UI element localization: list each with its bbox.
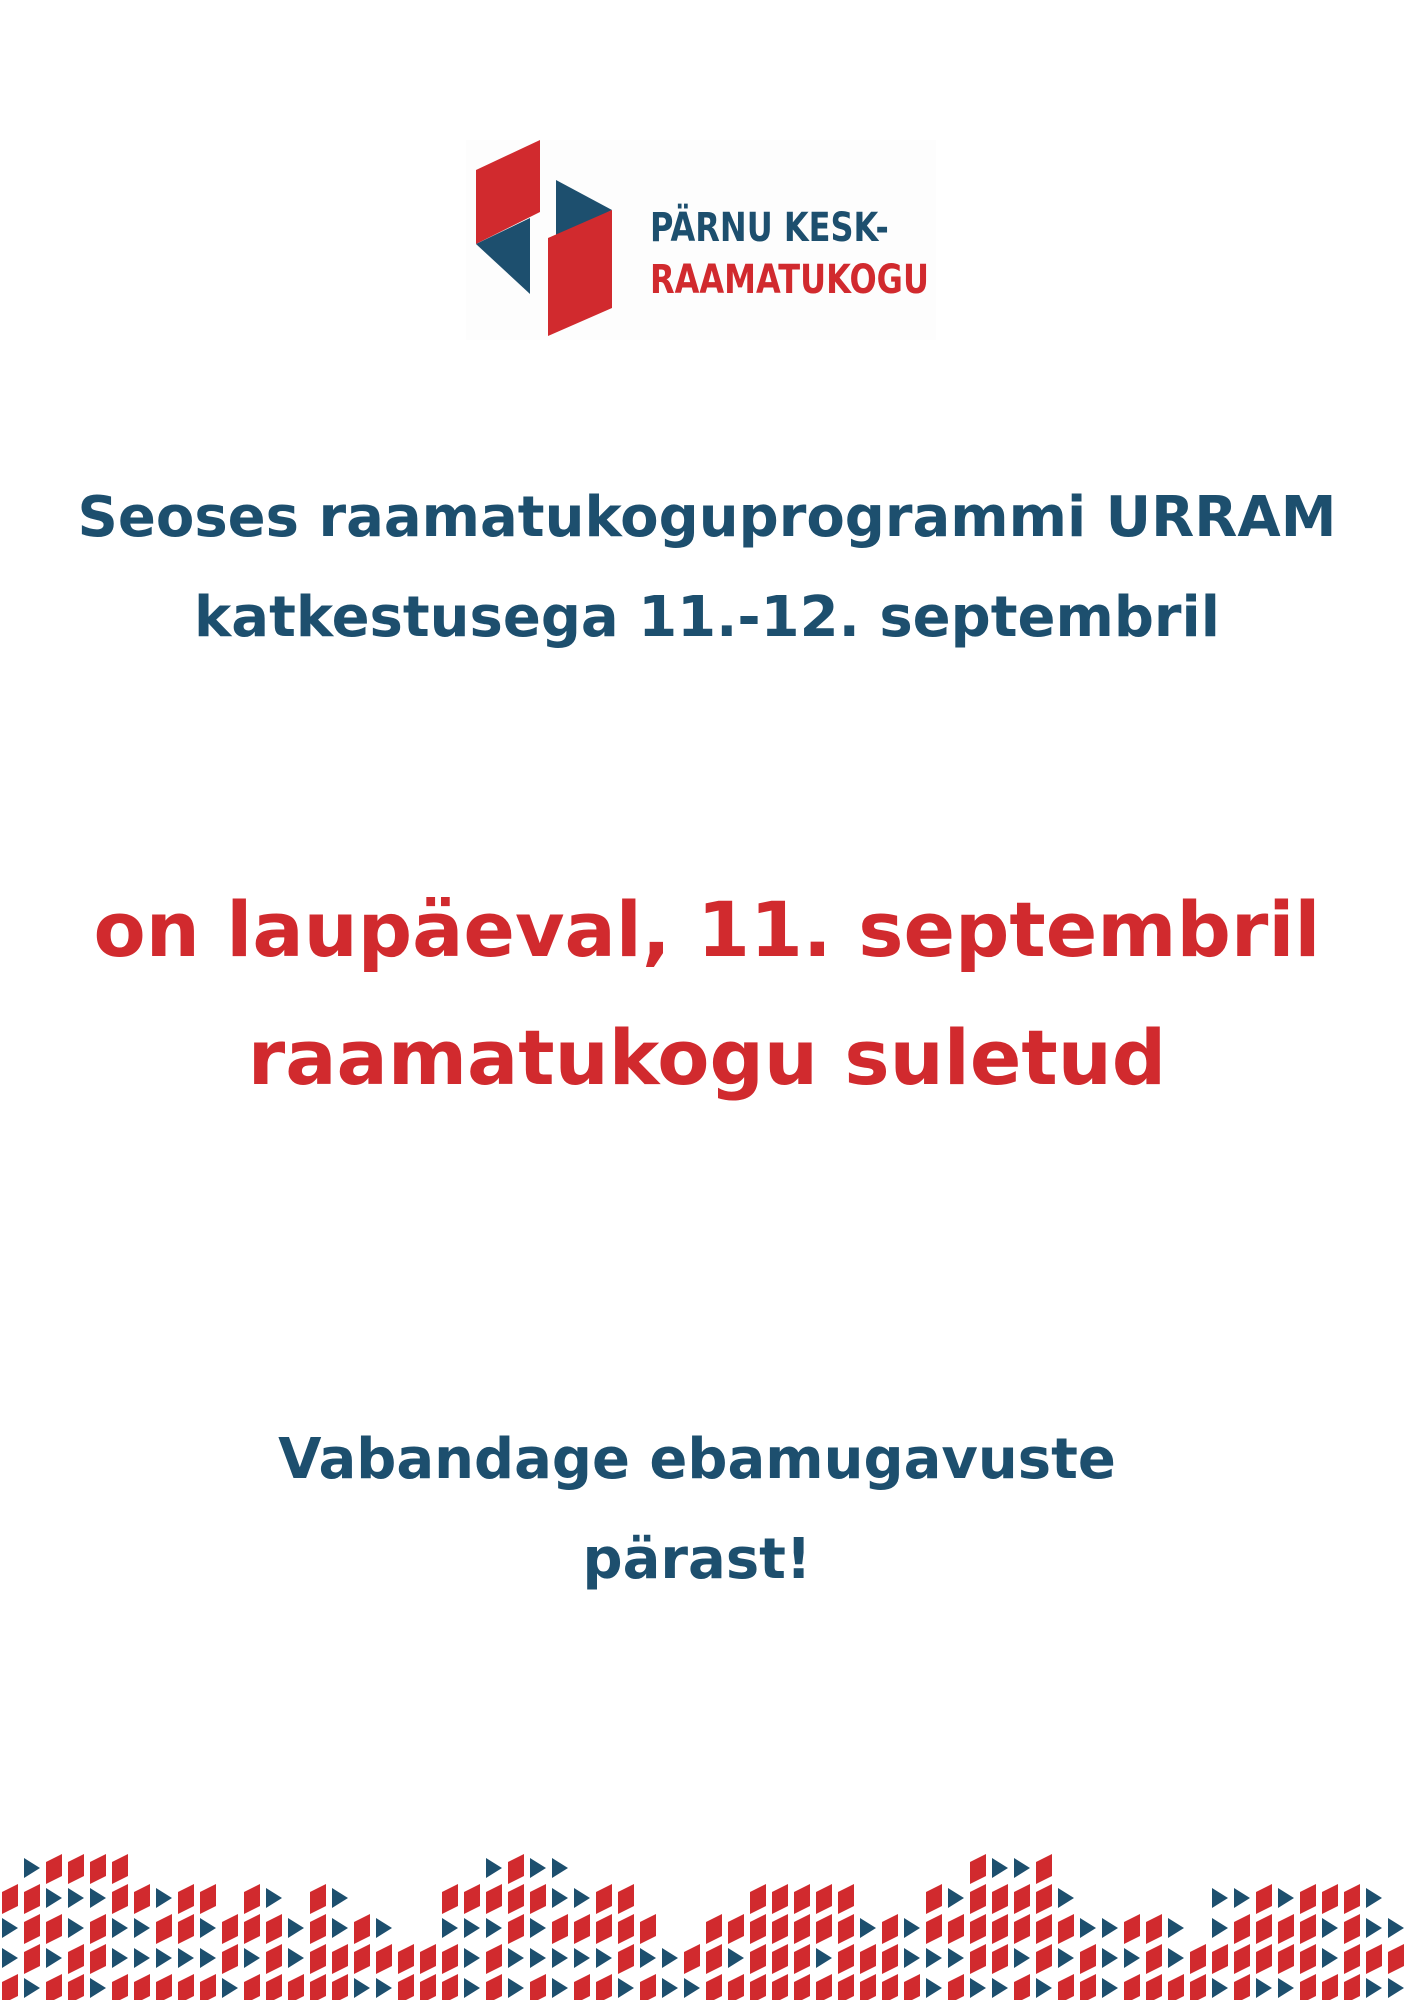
footer-red-block [1256,1884,1272,1914]
footer-navy-triangle [530,1918,546,1938]
footer-navy-triangle [1388,1918,1404,1938]
footer-red-block [68,1944,84,1974]
footer-red-block [816,1914,832,1944]
footer-red-block [1036,1944,1052,1974]
footer-red-block [1344,1914,1360,1944]
footer-red-block [750,1944,766,1974]
footer-red-block [420,1974,436,2000]
footer-navy-triangle [200,1918,216,1938]
headline-line-1: on laupäeval, 11. septembril [93,885,1321,974]
footer-navy-triangle [948,1888,964,1908]
footer-red-block [926,1884,942,1914]
footer-navy-triangle [354,1978,370,1998]
footer-red-block [860,1944,876,1974]
footer-red-block [46,1974,62,2000]
footer-navy-triangle [222,1978,238,1998]
footer-red-block [266,1974,282,2000]
footer-navy-triangle [1234,1888,1250,1908]
footer-red-block [1322,1974,1338,2000]
footer-red-block [992,1944,1008,1974]
footer-red-block [1344,1944,1360,1974]
footer-red-block [2,1884,18,1914]
footer-navy-triangle [46,1948,62,1968]
footer-navy-triangle [464,1918,480,1938]
footer-navy-triangle [1102,1948,1118,1968]
footer-red-block [618,1944,634,1974]
footer-red-block [24,1884,40,1914]
footer-red-block [1058,1974,1074,2000]
intro-text [0,468,1414,668]
footer-navy-triangle [486,1918,502,1938]
footer-red-block [1014,1914,1030,1944]
footer-red-block [926,1914,942,1944]
footer-red-block [596,1974,612,2000]
footer-navy-triangle [134,1948,150,1968]
footer-navy-triangle [156,1888,172,1908]
footer-navy-triangle [332,1888,348,1908]
footer-navy-triangle [1212,1978,1228,1998]
footer-navy-triangle [728,1948,744,1968]
footer-red-block [1146,1974,1162,2000]
footer-red-block [178,1884,194,1914]
footer-red-block [706,1914,722,1944]
footer-navy-triangle [926,1978,942,1998]
footer-red-block [882,1914,898,1944]
footer-red-block [1234,1974,1250,2000]
footer-red-block [794,1974,810,2000]
footer-red-block [970,1884,986,1914]
footer-red-block [134,1974,150,2000]
footer-red-block [442,1884,458,1914]
footer-navy-triangle [552,1888,568,1908]
footer-red-block [794,1944,810,1974]
footer-red-block [1168,1974,1184,2000]
footer-navy-triangle [508,1978,524,1998]
logo-line-2: RAAMATUKOGU [650,257,929,303]
footer-red-block [772,1944,788,1974]
footer-red-block [310,1944,326,1974]
footer-navy-triangle [1212,1918,1228,1938]
footer-red-block [640,1914,656,1944]
footer-red-block [750,1974,766,2000]
footer-red-block [640,1974,656,2000]
footer-navy-triangle [486,1858,502,1878]
footer-red-block [442,1944,458,1974]
footer-red-block [530,1884,546,1914]
footer-navy-triangle [1102,1978,1118,1998]
footer-red-block [376,1944,392,1974]
footer-red-block [750,1884,766,1914]
footer-red-block [178,1974,194,2000]
footer-red-block [1124,1974,1140,2000]
footer-red-block [1080,1974,1096,2000]
footer-navy-triangle [684,1978,700,1998]
footer-red-block [486,1884,502,1914]
footer-navy-triangle [2,1918,18,1938]
footer-red-block [816,1884,832,1914]
footer-red-block [706,1944,722,1974]
footer-red-block [1146,1914,1162,1944]
footer-red-block [266,1944,282,1974]
footer-red-block [24,1944,40,1974]
footer-red-block [266,1914,282,1944]
footer-navy-triangle [332,1918,348,1938]
decorative-footer-pattern [0,1840,1414,2000]
library-logo [466,140,936,340]
logo-red-upper-block [476,140,540,244]
footer-red-block [1234,1914,1250,1944]
apology-line-1: Vabandage ebamugavuste [278,1427,1116,1492]
footer-red-block [442,1974,458,2000]
footer-red-block [1146,1944,1162,1974]
footer-navy-triangle [1168,1918,1184,1938]
footer-navy-triangle [1124,1948,1140,1968]
footer-navy-triangle [1278,1888,1294,1908]
footer-red-block [1190,1944,1206,1974]
footer-red-block [24,1914,40,1944]
footer-red-block [794,1884,810,1914]
footer-navy-triangle [156,1948,172,1968]
headline-line-2: raamatukogu suletud [247,1013,1167,1102]
footer-red-block [728,1974,744,2000]
footer-red-block [508,1884,524,1914]
footer-navy-triangle [1058,1948,1074,1968]
footer-navy-triangle [552,1978,568,1998]
footer-red-block [970,1914,986,1944]
footer-red-block [1190,1974,1206,2000]
footer-red-block [288,1974,304,2000]
footer-red-block [332,1944,348,1974]
footer-red-block [486,1974,502,2000]
footer-navy-triangle [112,1918,128,1938]
footer-red-block [508,1914,524,1944]
footer-red-block [1278,1944,1294,1974]
footer-navy-triangle [948,1948,964,1968]
footer-red-block [178,1914,194,1944]
footer-red-block [310,1914,326,1944]
footer-red-block [882,1944,898,1974]
footer-navy-triangle [1014,1858,1030,1878]
footer-red-block [1014,1974,1030,2000]
footer-red-block [530,1974,546,2000]
footer-navy-triangle [24,1858,40,1878]
footer-red-block [68,1854,84,1884]
footer-red-block [112,1974,128,2000]
footer-red-block [244,1884,260,1914]
footer-red-block [838,1944,854,1974]
footer-navy-triangle [244,1948,260,1968]
footer-red-block [46,1914,62,1944]
footer-red-block [156,1914,172,1944]
footer-navy-triangle [2,1948,18,1968]
footer-red-block [750,1914,766,1944]
footer-red-block [992,1884,1008,1914]
footer-red-block [772,1914,788,1944]
footer-red-block [244,1974,260,2000]
footer-navy-triangle [552,1858,568,1878]
footer-red-block [838,1974,854,2000]
footer-red-block [112,1884,128,1914]
footer-red-block [618,1884,634,1914]
footer-red-block [728,1914,744,1944]
footer-red-block [772,1884,788,1914]
footer-red-block [222,1914,238,1944]
footer-navy-triangle [992,1978,1008,1998]
footer-red-block [398,1944,414,1974]
footer-navy-triangle [1256,1978,1272,1998]
footer-red-block [1256,1914,1272,1944]
footer-red-block [1212,1944,1228,1974]
apology-line-2: pärast! [582,1527,812,1592]
footer-navy-triangle [442,1918,458,1938]
library-logo-mark [466,140,626,340]
footer-navy-triangle [552,1948,568,1968]
footer-red-block [1036,1884,1052,1914]
apology-text [0,1410,1404,1610]
footer-navy-triangle [1058,1888,1074,1908]
footer-red-block [332,1974,348,2000]
footer-red-block [970,1944,986,1974]
footer-navy-triangle [904,1918,920,1938]
footer-navy-triangle [464,1978,480,1998]
footer-red-block [1344,1884,1360,1914]
footer-red-block [1036,1914,1052,1944]
footer-red-block [1014,1884,1030,1914]
footer-navy-triangle [1212,1888,1228,1908]
footer-red-block [244,1914,260,1944]
footer-navy-triangle [662,1948,678,1968]
footer-navy-triangle [1102,1918,1118,1938]
footer-red-block [420,1944,436,1974]
footer-red-block [574,1974,590,2000]
footer-navy-triangle [508,1948,524,1968]
footer-navy-triangle [68,1918,84,1938]
footer-navy-triangle [574,1888,590,1908]
footer-red-block [1256,1944,1272,1974]
footer-red-block [552,1914,568,1944]
footer-navy-triangle [288,1918,304,1938]
footer-red-block [1300,1914,1316,1944]
footer-red-block [310,1884,326,1914]
footer-red-block [486,1944,502,1974]
footer-red-block [574,1914,590,1944]
footer-navy-triangle [1366,1918,1382,1938]
footer-red-block [1278,1914,1294,1944]
footer-red-block [882,1974,898,2000]
footer-navy-triangle [134,1918,150,1938]
footer-red-block [1300,1974,1316,2000]
footer-navy-triangle [90,1978,106,1998]
footer-red-block [200,1974,216,2000]
footer-red-block [860,1974,876,2000]
footer-navy-triangle [662,1978,678,1998]
footer-red-block [134,1884,150,1914]
footer-red-block [816,1974,832,2000]
footer-navy-triangle [1322,1948,1338,1968]
footer-red-block [46,1854,62,1884]
footer-red-block [948,1974,964,2000]
footer-navy-triangle [618,1978,634,1998]
footer-navy-triangle [376,1918,392,1938]
footer-navy-triangle [1080,1918,1096,1938]
footer-red-block [684,1944,700,1974]
footer-navy-triangle [816,1948,832,1968]
footer-red-block [90,1854,106,1884]
footer-navy-triangle [1014,1948,1030,1968]
footer-navy-triangle [46,1888,62,1908]
intro-line-1: Seoses raamatukoguprogrammi URRAM [77,485,1337,550]
footer-navy-triangle [530,1858,546,1878]
footer-red-block [992,1914,1008,1944]
footer-red-block [838,1914,854,1944]
footer-navy-triangle [904,1948,920,1968]
footer-navy-triangle [1322,1918,1338,1938]
footer-red-block [200,1884,216,1914]
footer-navy-triangle [376,1978,392,1998]
footer-navy-triangle [860,1918,876,1938]
footer-navy-triangle [68,1888,84,1908]
footer-navy-triangle [970,1978,986,1998]
footer-red-block [1234,1944,1250,1974]
footer-red-block [904,1974,920,2000]
footer-navy-triangle [24,1978,40,1998]
footer-navy-triangle [288,1948,304,1968]
footer-navy-triangle [1278,1978,1294,1998]
footer-red-block [310,1974,326,2000]
footer-red-block [508,1854,524,1884]
footer-red-block [596,1884,612,1914]
footer-red-block [90,1944,106,1974]
footer-navy-triangle [1388,1978,1404,1998]
footer-red-block [156,1974,172,2000]
footer-red-block [706,1974,722,2000]
intro-line-2: katkestusega 11.-12. septembril [194,585,1220,650]
footer-red-block [90,1914,106,1944]
footer-red-block [1080,1944,1096,1974]
footer-red-block [1036,1854,1052,1884]
footer-red-block [354,1944,370,1974]
footer-red-block [1388,1944,1404,1974]
footer-red-block [1300,1884,1316,1914]
footer-red-block [948,1914,964,1944]
footer-red-block [1300,1944,1316,1974]
logo-line-1: PÄRNU KESK- [650,205,889,251]
footer-navy-triangle [1036,1978,1052,1998]
footer-red-block [112,1854,128,1884]
footer-red-block [1322,1884,1338,1914]
footer-red-block [794,1914,810,1944]
footer-navy-triangle [90,1888,106,1908]
footer-red-block [2,1974,18,2000]
footer-red-block [1366,1944,1382,1974]
footer-red-block [1344,1974,1360,2000]
footer-red-block [1058,1914,1074,1944]
footer-navy-triangle [1366,1978,1382,1998]
footer-navy-triangle [266,1888,282,1908]
footer-navy-triangle [992,1858,1008,1878]
footer-navy-triangle [574,1948,590,1968]
footer-red-block [1124,1914,1140,1944]
footer-navy-triangle [596,1948,612,1968]
footer-red-block [222,1944,238,1974]
footer-red-block [970,1854,986,1884]
footer-red-block [618,1914,634,1944]
library-logo-text [650,202,929,306]
footer-red-block [68,1974,84,2000]
closure-headline [0,866,1414,1122]
footer-navy-triangle [178,1948,194,1968]
footer-red-block [398,1974,414,2000]
footer-red-block [838,1884,854,1914]
footer-navy-triangle [530,1948,546,1968]
footer-navy-triangle [1168,1948,1184,1968]
footer-red-block [772,1974,788,2000]
footer-navy-triangle [200,1948,216,1968]
footer-navy-triangle [112,1948,128,1968]
footer-red-block [596,1914,612,1944]
footer-navy-triangle [926,1948,942,1968]
footer-red-block [354,1914,370,1944]
footer-navy-triangle [1366,1888,1382,1908]
footer-red-block [464,1884,480,1914]
footer-navy-triangle [464,1948,480,1968]
footer-navy-triangle [640,1948,656,1968]
